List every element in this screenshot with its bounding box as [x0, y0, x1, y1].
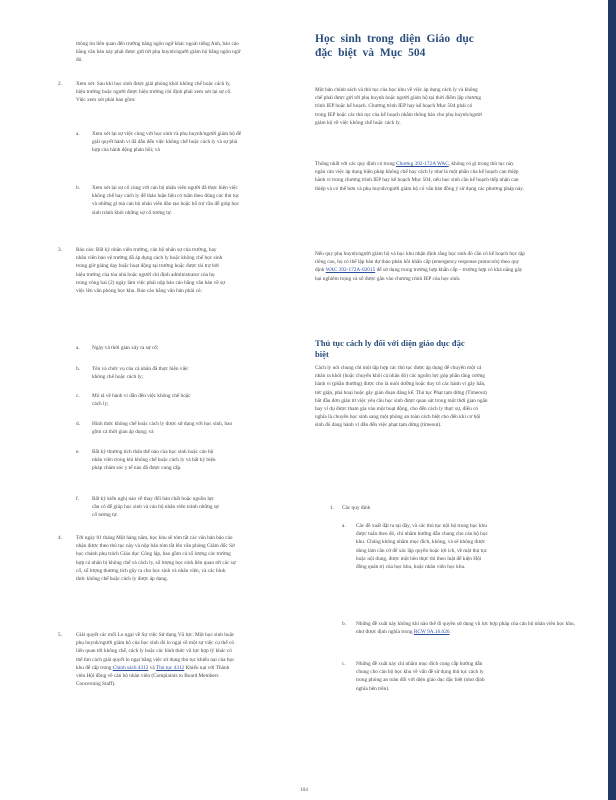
- item-3d-text: [92, 420, 242, 436]
- right-paragraph-1: [315, 86, 483, 127]
- item-3-number: 3.: [58, 247, 62, 253]
- right-sub-b-text-after: .: [449, 629, 451, 636]
- policy-4312-link[interactable]: Chính sách 4312: [112, 664, 149, 671]
- p3-text-before: Nếu quy phụ huynh/người giám hộ và học khu nhận định rằng học sinh đó cần có kế hoạch học tập riêng cao, họ có thể lập bản dự thảo phản hồi khẩn cấp (emergency response protocols) theo quy định: [315, 251, 525, 274]
- item-3f-text: [92, 495, 220, 520]
- item-3c-label: c.: [76, 393, 80, 399]
- item-3-text: [76, 246, 226, 295]
- rcw-9a-16-020-link[interactable]: RCW 9A.16.020: [413, 629, 450, 636]
- item-2a-label: a.: [76, 131, 80, 137]
- list-1-label: Các quy định: [342, 505, 371, 511]
- right-sub-c-body: Những đề xuất này chỉ nhằm mục đích cung cấp hướng dẫn chung cho cán bộ học khu về vấn đề sử dụng thủ tục cách ly trong phòng an toàn đối với diện giáo dục đặc biệt (như định nghĩa bên trên).: [356, 661, 485, 692]
- item-3f-label: f.: [76, 496, 80, 502]
- item-3d-label: d.: [76, 421, 80, 427]
- item-3e-text: [92, 448, 220, 473]
- item-3b-text: [92, 365, 202, 381]
- intro-paragraph: [76, 40, 244, 65]
- right-sub-b-text-before: Những đề xuất này không khi nào thế đi quyền sử dụng vũ lực hợp pháp của cán bộ nhân viên học khu, như được định nghĩa trong: [356, 621, 575, 636]
- right-sub-b-body: [356, 620, 581, 636]
- right-paragraph-4: [315, 364, 490, 430]
- right-sub-a-text: [356, 522, 488, 571]
- item-4-body: Tới ngày 01 tháng Một hàng năm, học khu sẽ tóm tắt các văn bản báo cáo nhận được theo thủ tục này và nộp bản tóm tắt lên văn phòng Giám đốc Sở học chánh phụ trách Giáo dục Công lập, bao gồm cả số lượng các trường hợp cá nhân bị không chế và cách ly, số lượng học sinh liên quan tới các sự cố, số lượng thương tích gây ra cho học sinh và nhân viên, và các hình thức không chế hoặc cách ly được áp dụng.: [76, 535, 236, 583]
- item-2a-body: Xem xét lại sự việc cùng với học sinh và phụ huynh/người giám hộ để giải quyết hành vi đã dẫn đến việc không chế hoặc cách ly và sự phù hợp của hành động phản hồi; và: [92, 131, 242, 154]
- item-2-text: [76, 80, 232, 105]
- item-5-text-after: Khiếu nại với Thành viên Hội đồng về cán bộ nhân viên (Complaints to Board Members Concerning Staff).: [76, 664, 230, 688]
- item-2-body: Xem xét: Sau khi học sinh được giải phóng khỏi không chế hoặc cách ly, hiệu trưởng hoặc người được hiệu trưởng chỉ định phải xem xét lại sự cố. Việc xem xét phải bao gồm:: [76, 81, 232, 104]
- right-sub-a-label: a.: [342, 523, 346, 529]
- item-4-text: [76, 534, 236, 583]
- page-edge-bar: [608, 0, 616, 800]
- page-number: 104: [300, 787, 308, 793]
- procedure-4312-link[interactable]: Thủ tục 4312: [155, 664, 185, 671]
- p3-text-after: để sử dụng trong trường hợp khẩn cấp – trường hợp có khả năng gây hại nghiêm trọng và số được gắn vào chương trình IEP của học sinh.: [315, 267, 523, 282]
- right-sub-c-text: [356, 660, 488, 693]
- item-2b-label: b.: [76, 185, 80, 191]
- subsection-heading: Thủ tục cách ly đối với diện giáo dục đặc biệt: [315, 338, 465, 359]
- right-paragraph-1-text: Một bản chính sách và thủ tục của học khu về việc áp dụng cách ly và không chế phải được gửi tới phụ huynh hoặc người giám hộ tại thời điểm lập chương trình IEP hoặc kế hoạch. Chương trình IEP hay kế hoạch Mục 504 phải có trong IEP hoặc các thủ tục của kế hoạch nhằm thông báo cho phụ huynh/người giám hộ về việc không chế hoặc cách ly.: [315, 87, 482, 126]
- item-2b-text: [92, 184, 242, 217]
- right-paragraph-3-text: [315, 250, 525, 283]
- item-3e-body: Bất kỳ thương tích thân thể nào của học sinh hoặc cán bộ nhân viên trong khi không chế hoặc cách ly và bất kỳ biện pháp chăm sóc y tế nào đã được cung cấp.: [92, 449, 216, 472]
- item-3b-body: Tên và chức vụ của cá nhân đã thực hiện việc không chế hoặc cách ly;: [92, 366, 189, 381]
- item-2a-text: [92, 130, 242, 155]
- right-sub-b-label: b.: [342, 621, 346, 627]
- item-4-number: 4.: [58, 535, 62, 541]
- item-3c-body: Mô tả về hành vi dẫn đến việc không chế hoặc cách ly;: [92, 393, 191, 408]
- item-2-number: 2.: [58, 81, 62, 87]
- item-5-text: [76, 631, 236, 688]
- right-paragraph-2: [315, 160, 525, 193]
- p2-text-after: , không có gì trong thủ tục này ngăn cản việc áp dụng biện pháp không chế hay cách ly như là một phần của kế hoạch can thiệp hành vi trong chương trình IEP hay kế hoạch Mục 504, nếu học sinh cần kế hoạch tiếp nhận can thiệp và có thể hơn và phụ huynh/người giám hộ có văn bản đồng ý sử dụng các phương pháp này.: [315, 161, 524, 192]
- item-3f-body: Bất kỳ kiến nghị nào về thay đổi bản chất hoặc nguồn lực cần có để giúp học sinh và cán bộ nhân viên tránh những sự cố tương tự.: [92, 496, 219, 519]
- item-3c-text: [92, 392, 192, 408]
- list-1-number: 1.: [330, 505, 334, 511]
- item-5-body: [76, 631, 236, 688]
- item-3a-body: Ngày và thời gian xảy ra sự cố;: [92, 345, 159, 351]
- right-paragraph-2-text: [315, 160, 525, 193]
- right-paragraph-3: [315, 250, 525, 283]
- right-paragraph-4-text: Cách ly nói chung chỉ một tập hợp các thủ tục được áp dụng để chuyển một cá nhân ra khỏi (hoặc chuyển khỏi cá nhân đó) các nguồn lực góp phần tăng cường hành vi (phần thưởng) được cho là nuôi dưỡng hoặc duy trì các hành vi gây hấn, tức giận, phá hoại hoặc gây gián đoạn đáng kể. Thủ tục Phạt tạm dừng (Timeout) bắt đầu đơn giản từ việc yêu cầu học sinh được quan sát trong một thời gian ngắn hay ví dụ được tham gia vào một hoạt động, cho đến cách ly thực sự, điều có nghĩa là chuyển học sinh sang một phòng an toàn cách biệt cho đến khi cơ hội sinh đó đang hành vi dẫn đến việc phạt tạm dừng (timeout).: [315, 365, 488, 429]
- right-sub-b-text: [356, 620, 581, 636]
- item-3e-label: e.: [76, 449, 80, 455]
- section-title: Học sinh trong diện Giáo dục đặc biệt và Mục 504: [315, 33, 474, 59]
- intro-text: thông tin liên quan đến trường bằng ngôn ngữ khác ngoài tiếng Anh, báo cáo bằng văn bản này phải được gửi tới phụ huynh/người giám hộ bằng ngôn ngữ đó.: [76, 41, 241, 64]
- item-3-body: Báo cáo: Bất kỳ nhân viên trường, cán bộ nhân sự của trường, hay nhân viên bảo vệ trường đã áp dụng cách ly hoặc không chế học sinh trong giờ giảng dạy hoặc hoạt động tại trường hoặc được tài trợ bởi hiệu trưởng của tòa nhà hoặc người chỉ định administrator của họ trong vòng hai (2) ngày làm việc phải nộp báo cáo bằng văn bản về sự việc lên văn phòng học khu. Báo cáo bằng văn bản phải có:: [76, 247, 225, 295]
- item-5-text-before: Giải quyết các mối Lo ngại về Sự việc Sử dụng Vũ lực: Một học sinh hoặc phụ huynh/người giám hộ của học sinh đó lo ngại về một sự việc cụ thể có liên quan tới không chế, cách ly hoặc các hình thức vũ lực hợp lý khác có thể tìm cách giải quyết lo ngại bằng việc sử dụng thủ tục khiếu nại của học khu để cấp trong: [76, 632, 235, 671]
- item-3a-label: a.: [76, 345, 80, 351]
- wac-392-172a-02015-link[interactable]: WAC 392-172A-02015: [325, 267, 376, 274]
- item-3d-body: Hình thức không chế hoặc cách ly được sử dụng với học sinh, bao gồm cả thời gian áp dụng; và: [92, 421, 233, 436]
- item-2b-body: Xem xét lại sự cố cùng với cán bộ nhân viên người đã thực hiện việc không chế hay cách ly để thảo luận liệu có tuân theo đúng các thủ tục và những gì mà cán bộ nhân viên đào tạo hoặc hỗ trợ cần để giúp học sinh tránh khỏi những sự cố tương tự.: [92, 185, 240, 216]
- p2-text-before: Thống nhất với các quy định có trong: [315, 161, 395, 167]
- right-sub-c-label: c.: [342, 661, 346, 667]
- wac-392-172a-link[interactable]: Chương 392-172A WAC: [396, 161, 449, 167]
- right-sub-a-body: Các đề xuất đặt ra tại đây, và các thủ tục nội bộ trong học khu được tuân theo đó, chỉ nhằm hướng dẫn chung cho cán bộ học khu. Chúng không nhằm mục đích, không, và sẽ không được dùng làm căn cứ để xác lập quyền hoặc lợi ích, về mặt thủ tục hoặc nội dung, được một bên thực thi theo luật để kiện Hội đồng quản trị của học khu, hoặc nhân viên học khu.: [356, 523, 488, 571]
- item-3a-text: [92, 344, 242, 352]
- item-3b-label: b.: [76, 366, 80, 372]
- item-5-number: 5.: [58, 632, 62, 638]
- item-5-conjunction: và: [149, 664, 155, 671]
